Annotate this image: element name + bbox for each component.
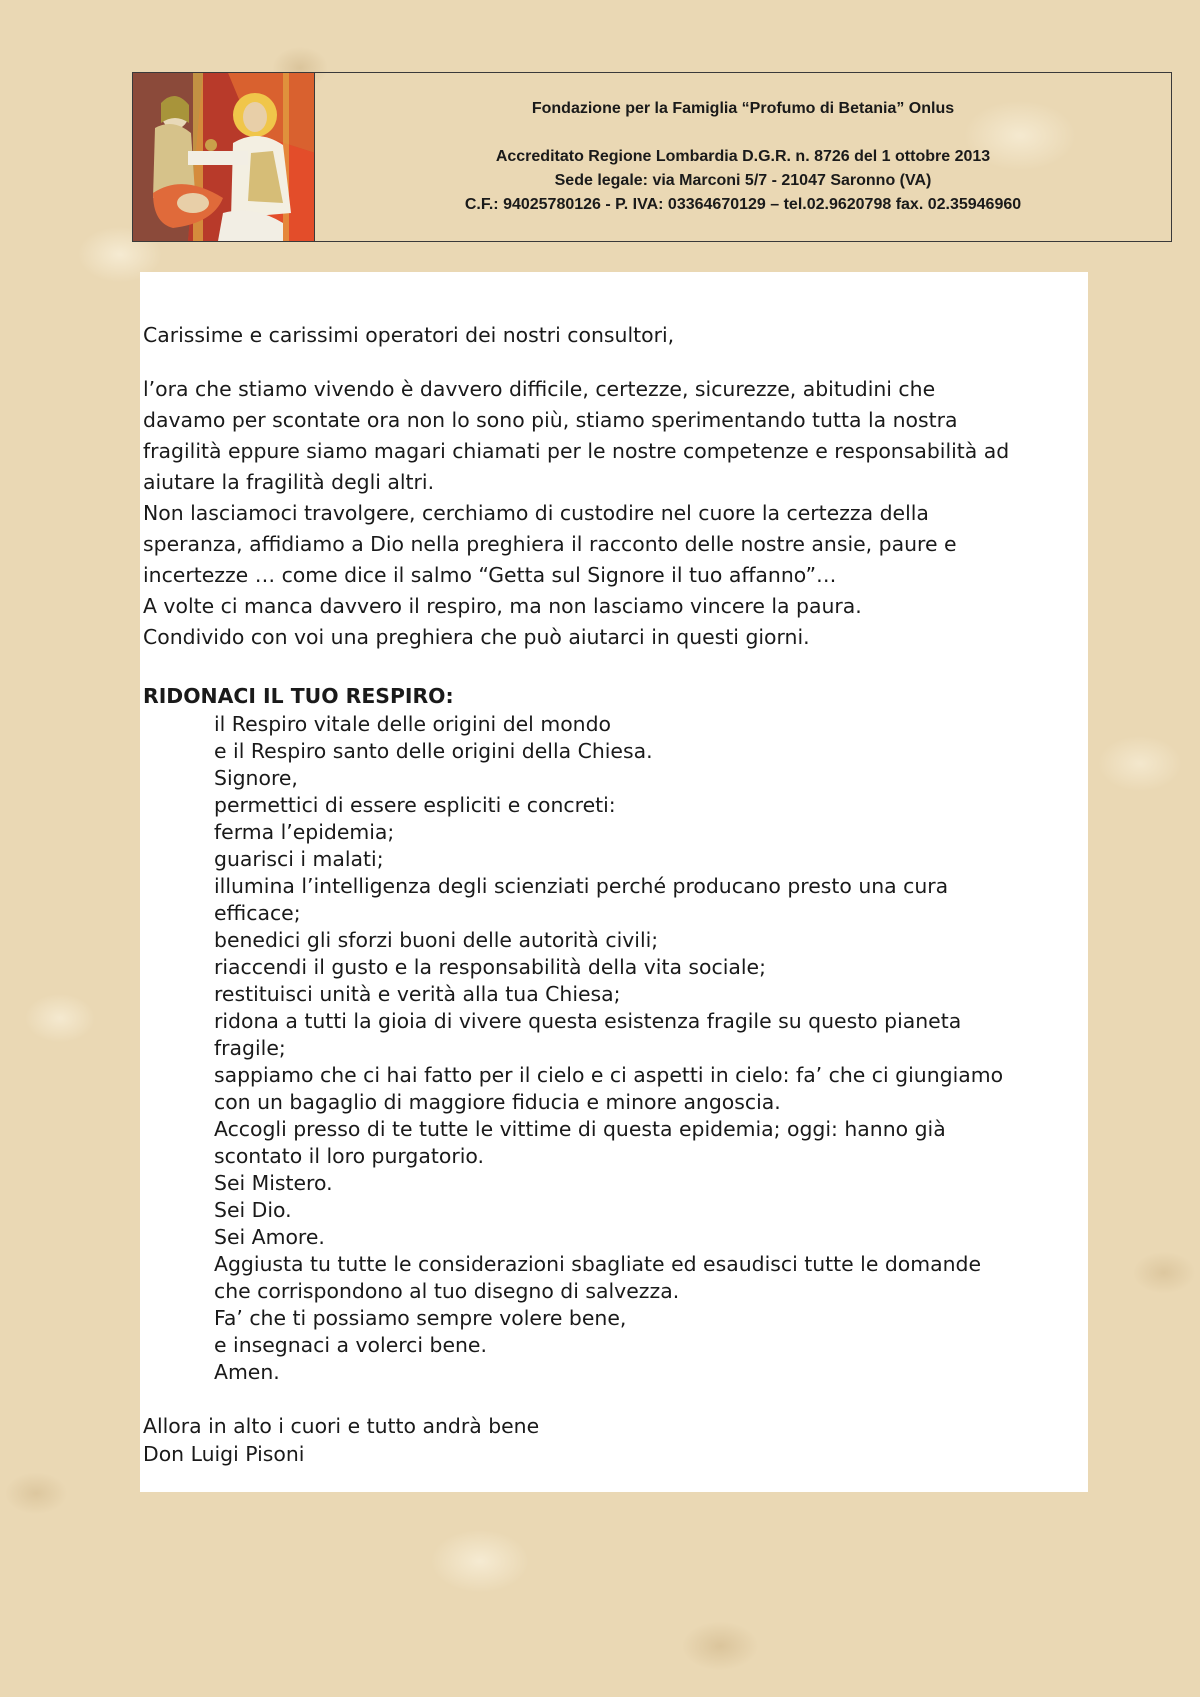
prayer-title: RIDONACI IL TUO RESPIRO: [143,684,454,708]
intro-line: l’ora che stiamo vivendo è davvero difficile, certezze, sicurezze, abitudini che [143,377,936,401]
address-line: Sede legale: via Marconi 5/7 - 21047 Saronno (VA) [554,172,932,189]
salutation: Carissime e carissimi operatori dei nostri consultori, [143,323,675,347]
prayer-line: e insegnaci a volerci bene. [214,1333,487,1357]
organization-name: Fondazione per la Famiglia “Profumo di Betania” Onlus [531,100,955,117]
prayer-line: ridona a tutti la gioia di vivere questa esistenza fragile su questo pianeta [214,1009,962,1033]
closing-block [143,1412,1086,1468]
prayer-line: Signore, [214,766,298,790]
intro-paragraph [143,374,1086,653]
intro-line: speranza, affidiamo a Dio nella preghiera il racconto delle nostre ansie, paure e [143,532,957,556]
prayer-line: fragile; [214,1036,286,1060]
letter-body [140,272,1088,1492]
prayer-line: restituisci unità e verità alla tua Chiesa; [214,982,621,1006]
prayer-line: sappiamo che ci hai fatto per il cielo e ci aspetti in cielo: fa’ che ci giungiamo [214,1063,1004,1087]
prayer-text [143,711,1086,1386]
prayer-line: ferma l’epidemia; [214,820,395,844]
intro-line: Non lasciamoci travolgere, cerchiamo di custodire nel cuore la certezza della [143,501,929,525]
intro-line: aiutare la fragilità degli altri. [143,470,435,494]
prayer-line: Sei Amore. [214,1225,325,1249]
accreditation-line: Accreditato Regione Lombardia D.G.R. n. 8726 del 1 ottobre 2013 [495,148,991,165]
prayer-line: Amen. [214,1360,280,1384]
intro-line: fragilità eppure siamo magari chiamati per le nostre competenze e responsabilità ad [143,439,1010,463]
prayer-line: benedici gli sforzi buoni delle autorità civili; [214,928,659,952]
prayer-line: con un bagaglio di maggiore fiducia e minore angoscia. [214,1090,781,1114]
prayer-line: Fa’ che ti possiamo sempre volere bene, [214,1306,627,1330]
prayer-line: che corrispondono al tuo disegno di salvezza. [214,1279,680,1303]
letterhead [132,72,1172,242]
prayer-line: e il Respiro santo delle origini della Chiesa. [214,739,653,763]
prayer-line: scontato il loro purgatorio. [214,1144,484,1168]
prayer-line: il Respiro vitale delle origini del mondo [214,712,612,736]
intro-line: incertezze … come dice il salmo “Getta sul Signore il tuo affanno”… [143,563,837,587]
prayer-line: permettici di essere espliciti e concreti: [214,793,616,817]
prayer-line: illumina l’intelligenza degli scienziati perché producano presto una cura [214,874,949,898]
closing-line: Allora in alto i cuori e tutto andrà bene [143,1414,540,1438]
prayer-line: Sei Dio. [214,1198,292,1222]
intro-line: davamo per scontate ora non lo sono più, stiamo sperimentando tutta la nostra [143,408,958,432]
letterhead-text [315,73,1171,241]
prayer-line: riaccendi il gusto e la responsabilità della vita sociale; [214,955,766,979]
mosaic-christ-image-icon [133,73,315,241]
fiscal-contact-line: C.F.: 94025780126 - P. IVA: 03364670129 – tel.02.9620798 fax. 02.35946960 [464,196,1022,213]
prayer-line: efficace; [214,901,301,925]
prayer-line: guarisci i malati; [214,847,384,871]
signature: Don Luigi Pisoni [143,1442,305,1466]
intro-line: A volte ci manca davvero il respiro, ma non lasciamo vincere la paura. [143,594,862,618]
prayer-line: Accogli presso di te tutte le vittime di questa epidemia; oggi: hanno già [214,1117,946,1141]
prayer-line: Sei Mistero. [214,1171,333,1195]
prayer-line: Aggiusta tu tutte le considerazioni sbagliate ed esaudisci tutte le domande [214,1252,982,1276]
intro-line: Condivido con voi una preghiera che può aiutarci in questi giorni. [143,625,810,649]
